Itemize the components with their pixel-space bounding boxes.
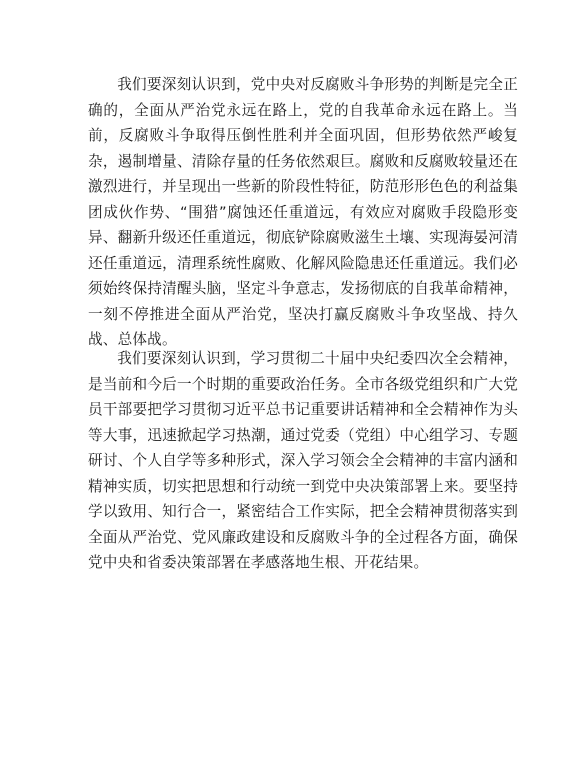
paragraph-1: 我们要深刻认识到，党中央对反腐败斗争形势的判断是完全正确的，全面从严治党永远在路上，党的自我革命永远在路上。当前，反腐败斗争取得压倒性胜利并全面巩固，但形势依然严峻复杂，遏制增量、清除存量的任务依然艰巨。腐败和反腐败较量还在激烈进行，并呈现出一些新的阶段性特征，防范形形色色的利益集团成伙作势、“围猎”腐蚀还任重道远，有效应对腐败手段隐形变异、翻新升级还任重道远，彻底铲除腐败滋生土壤、实现海晏河清还任重道远，清理系统性腐败、化解风险隐患还任重道远。我们必须始终保持清醒头脑，坚定斗争意志，发扬彻底的自我革命精神，一刻不停推进全面从严治党，坚决打赢反腐败斗争攻坚战、持久战、总体战。 [88,76,518,348]
paragraph-2: 我们要深刻认识到，学习贯彻二十届中央纪委四次全会精神，是当前和今后一个时期的重要政治任务。全市各级党组织和广大党员干部要把学习贯彻习近平总书记重要讲话精神和全会精神作为头等大事，迅速掀起学习热潮，通过党委（党组）中心组学习、专题研讨、个人自学等多种形式，深入学习领会全会精神的丰富内涵和精神实质，切实把思想和行动统一到党中央决策部署上来。要坚持学以致用、知行合一，紧密结合工作实际，把全会精神贯彻落实到全面从严治党、党风廉政建设和反腐败斗争的全过程各方面，确保党中央和省委决策部署在孝感落地生根、开花结果。 [88,350,518,571]
